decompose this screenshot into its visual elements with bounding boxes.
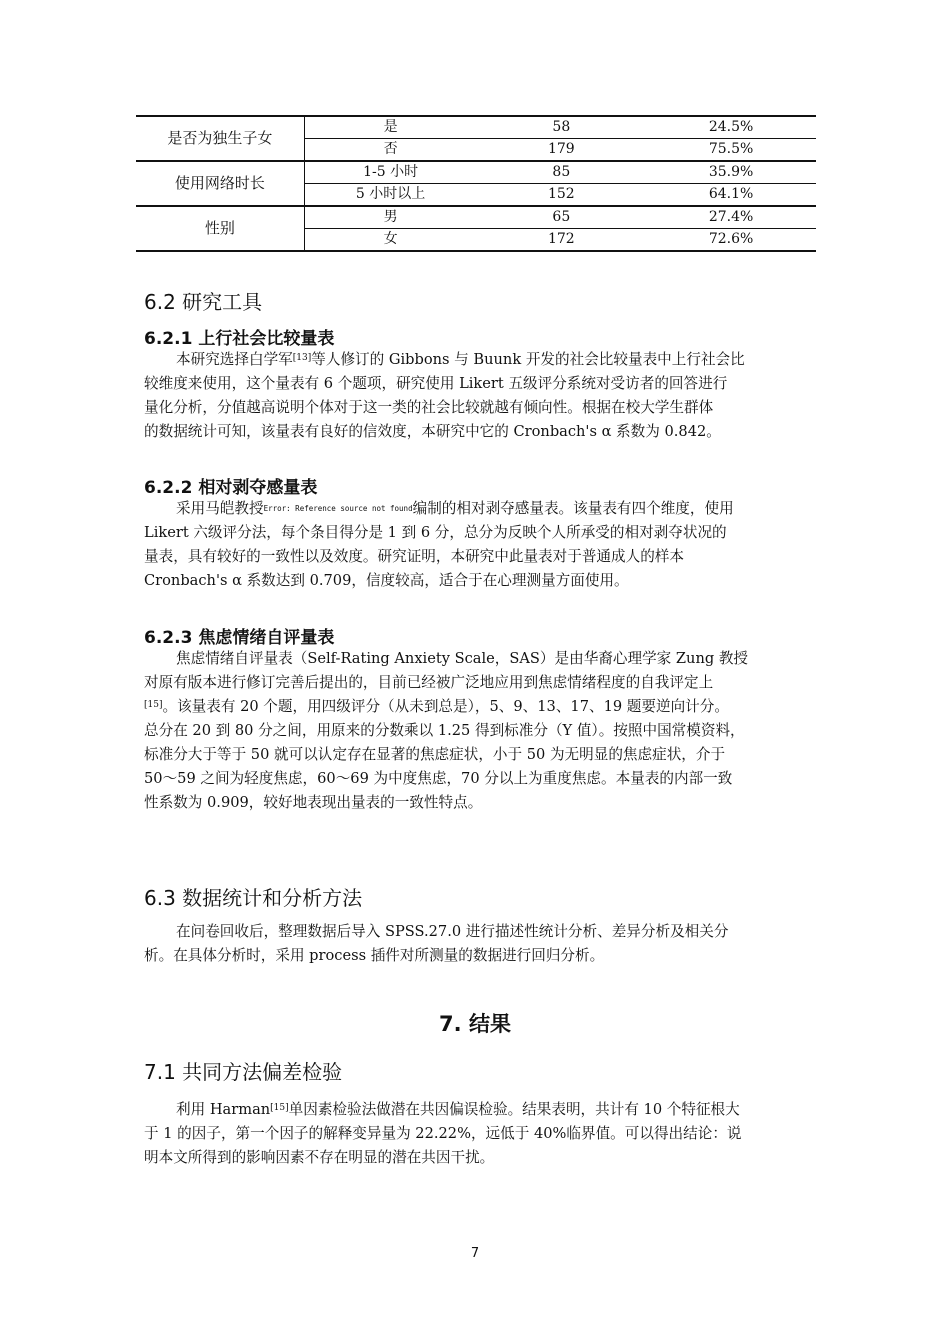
chapter-heading-7: 7. 结果	[439, 1012, 511, 1036]
table-cell: 152	[476, 184, 646, 207]
paragraph-7-1	[144, 1098, 808, 1170]
text-line: 在问卷回收后，整理数据后导入 SPSS.27.0 进行描述性统计分析、差异分析及相关分	[176, 923, 729, 940]
text-line: 的数据统计可知，该量表有良好的信效度，本研究中它的 Cronbach's α 系数为 0.842。	[144, 423, 721, 440]
text-line: 焦虑情绪自评量表（Self-Rating Anxiety Scale，SAS）是由华裔心理学家 Zung 教授	[176, 650, 749, 667]
table-cell: 27.4%	[708, 209, 754, 225]
table-cell: 是	[383, 119, 398, 135]
text-line: 析。在具体分析时，采用 process 插件对所测量的数据进行回归分析。	[144, 947, 605, 964]
text-line	[144, 348, 808, 372]
text-line	[144, 497, 808, 521]
table-cell: 否	[304, 139, 476, 162]
text-line: 明本文所得到的影响因素不存在明显的潜在共因干扰。	[144, 1149, 495, 1166]
text-span: 编制的相对剥夺感量表。该量表有四个维度，使用	[412, 500, 734, 517]
section-heading-6-3: 6.3 数据统计和分析方法	[144, 886, 363, 910]
table-row	[136, 161, 816, 184]
table-cell: 58	[552, 119, 571, 135]
section-heading-6-2-2: 6.2.2 相对剥夺感量表	[144, 478, 318, 498]
table-cell: 5 小时以上	[304, 184, 476, 207]
citation-ref: [15]	[270, 1103, 289, 1113]
text-line	[144, 695, 808, 719]
paragraph-6-2-1	[144, 348, 808, 444]
text-span: 。该量表有 20 个题，用四级评分（从未到总是），5、9、13、17、19 题要逆向计分。	[162, 698, 729, 715]
text-span: 利用 Harman	[176, 1101, 271, 1118]
section-heading-6-2-1: 6.2.1 上行社会比较量表	[144, 329, 335, 349]
text-line: 对原有版本进行修订完善后提出的，目前已经被广泛地应用到焦虑情绪程度的自我评定上	[144, 674, 714, 691]
table-row	[136, 116, 816, 139]
table-cell: 1-5 小时	[363, 164, 419, 180]
page-number: 7	[470, 1246, 480, 1261]
text-line: Cronbach's α 系数达到 0.709，信度较高，适合于在心理测量方面使用。	[144, 572, 629, 589]
section-heading-6-2: 6.2 研究工具	[144, 290, 263, 314]
citation-ref: [15]	[144, 700, 163, 710]
table-cell: 女	[304, 229, 476, 252]
table-cell: 172	[476, 229, 646, 252]
table-cell: 24.5%	[708, 119, 754, 135]
text-span: 等人修订的 Gibbons 与 Buunk 开发的社会比较量表中上行社会比	[311, 351, 745, 368]
table-cell: 65	[552, 209, 571, 225]
table-group-label: 性别	[136, 206, 304, 251]
table-row	[136, 206, 816, 229]
text-line: Likert 六级评分法，每个条目得分是 1 到 6 分，总分为反映个人所承受的相对剥夺状况的	[144, 524, 727, 541]
text-line: 量表，具有较好的一致性以及效度。研究证明，本研究中此量表对于普通成人的样本	[144, 548, 684, 565]
reference-error: Error: Reference source not found	[263, 504, 413, 513]
text-line: 量化分析，分值越高说明个体对于这一类的社会比较就越有倾向性。根据在校大学生群体	[144, 399, 714, 416]
table-cell: 72.6%	[646, 229, 816, 252]
text-line	[144, 1098, 808, 1122]
table-cell: 35.9%	[708, 164, 754, 180]
demographics-table	[136, 115, 816, 252]
table-cell: 75.5%	[646, 139, 816, 162]
text-line: 50～59 之间为轻度焦虑，60～69 为中度焦虑，70 分以上为重度焦虑。本量表的内部一致	[144, 770, 733, 787]
table-cell: 男	[383, 209, 398, 225]
paragraph-6-2-3	[144, 647, 808, 815]
table-group-label: 使用网络时长	[136, 161, 304, 206]
text-line: 较维度来使用，这个量表有 6 个题项，研究使用 Likert 五级评分系统对受访者的回答进行	[144, 375, 728, 392]
table-cell: 64.1%	[646, 184, 816, 207]
text-line: 总分在 20 到 80 分之间，用原来的分数乘以 1.25 得到标准分（Y 值）。按照中国常模资料，	[144, 722, 745, 739]
paragraph-6-3	[144, 920, 808, 968]
section-heading-6-2-3: 6.2.3 焦虑情绪自评量表	[144, 628, 335, 648]
paragraph-6-2-2	[144, 497, 808, 593]
section-heading-7-1: 7.1 共同方法偏差检验	[144, 1060, 343, 1084]
table-group-label: 是否为独生子女	[136, 116, 304, 161]
citation-ref: [13]	[292, 353, 312, 363]
text-span: 本研究选择白学军	[176, 351, 293, 368]
table-cell: 179	[476, 139, 646, 162]
table-cell: 85	[552, 164, 571, 180]
text-span: 单因素检验法做潜在共因偏误检验。结果表明，共计有 10 个特征根大	[288, 1101, 740, 1118]
text-line: 于 1 的因子，第一个因子的解释变异量为 22.22%，远低于 40%临界值。可以得出结论：说	[144, 1125, 742, 1142]
text-line: 性系数为 0.909，较好地表现出量表的一致性特点。	[144, 794, 483, 811]
text-line: 标准分大于等于 50 就可以认定存在显著的焦虑症状，小于 50 为无明显的焦虑症状，介于	[144, 746, 726, 763]
text-span: 采用马皑教授	[176, 500, 264, 517]
